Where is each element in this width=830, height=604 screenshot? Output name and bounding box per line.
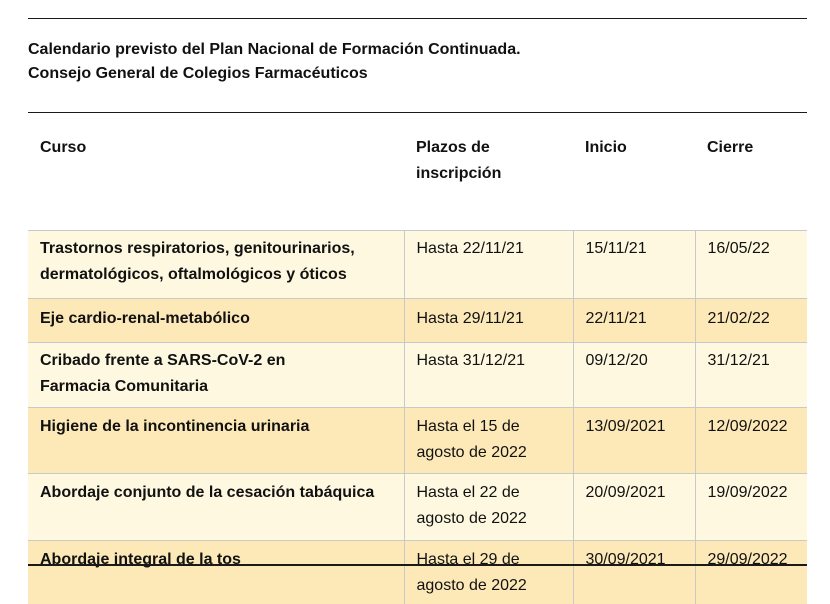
course-line: Higiene de la incontinencia urinaria [40,414,400,440]
cell-deadline [404,231,573,299]
bottom-rule [28,564,807,566]
cell-deadline [404,408,573,474]
cell-close: 16/05/22 [695,231,807,299]
deadline-line: Hasta 31/12/21 [417,348,569,374]
course-line: dermatológicos, oftalmológicos y óticos [40,262,400,288]
header-start: Inicio [573,113,695,231]
table-row [28,343,807,408]
cell-course [28,231,404,299]
course-schedule-table [28,113,807,604]
top-rule [28,18,807,19]
header-deadline [404,113,573,231]
deadline-line: Hasta 29/11/21 [417,306,569,332]
table-row [28,474,807,541]
cell-close: 21/02/22 [695,299,807,343]
header-deadline-line: inscripción [416,165,501,182]
cell-close: 31/12/21 [695,343,807,408]
document-title [28,38,521,86]
deadline-line: Hasta el 15 de [417,414,569,440]
cell-close: 19/09/2022 [695,474,807,541]
cell-start: 20/09/2021 [573,474,695,541]
cell-start: 13/09/2021 [573,408,695,474]
course-line: Farmacia Comunitaria [40,374,400,400]
cell-course [28,474,404,541]
table-row [28,408,807,474]
header-close: Cierre [695,113,807,231]
course-line: Abordaje integral de la tos [40,547,400,573]
cell-close: 12/09/2022 [695,408,807,474]
course-line: Eje cardio-renal-metabólico [40,306,400,332]
course-line: Trastornos respiratorios, genitourinarios, [40,236,400,262]
table-header-row [28,113,807,231]
cell-deadline [404,541,573,604]
cell-course [28,299,404,343]
table-row [28,299,807,343]
course-line: Abordaje conjunto de la cesación tabáquica [40,480,400,506]
cell-start: 09/12/20 [573,343,695,408]
deadline-line: agosto de 2022 [417,440,569,466]
header-deadline-line: Plazos de [416,139,490,156]
header-course: Curso [28,113,404,231]
cell-deadline [404,343,573,408]
deadline-line: agosto de 2022 [417,573,569,599]
cell-course [28,408,404,474]
deadline-line: agosto de 2022 [417,506,569,532]
cell-start: 15/11/21 [573,231,695,299]
cell-deadline [404,299,573,343]
cell-course [28,343,404,408]
cell-deadline [404,474,573,541]
course-line: Cribado frente a SARS-CoV-2 en [40,348,400,374]
cell-start: 30/09/2021 [573,541,695,604]
table-row [28,231,807,299]
cell-start: 22/11/21 [573,299,695,343]
deadline-line: Hasta el 29 de [417,547,569,573]
table-row [28,541,807,604]
cell-course [28,541,404,604]
deadline-line: Hasta el 22 de [417,480,569,506]
title-line-1: Calendario previsto del Plan Nacional de Formación Continuada. [28,38,521,62]
deadline-line: Hasta 22/11/21 [417,236,569,262]
title-line-2: Consejo General de Colegios Farmacéuticos [28,62,521,86]
cell-close: 29/09/2022 [695,541,807,604]
